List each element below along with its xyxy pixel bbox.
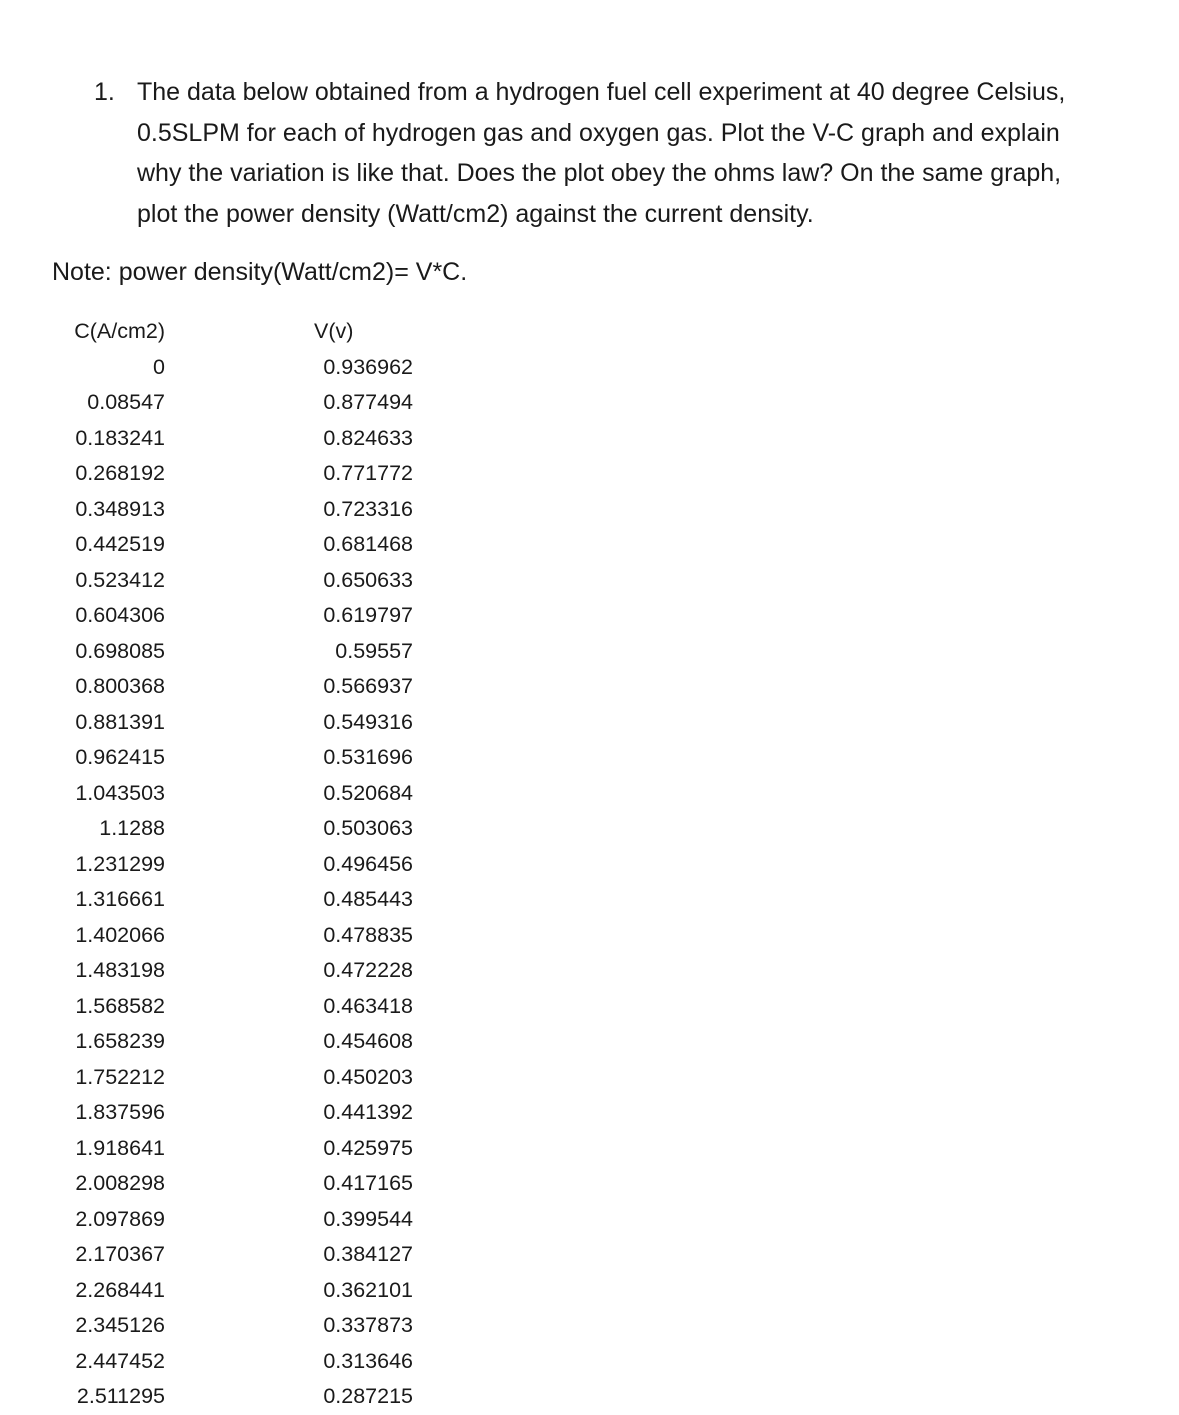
table-row: [40, 527, 440, 563]
current-density-cell: 1.568582: [75, 993, 165, 1018]
current-density-cell: 1.837596: [75, 1100, 165, 1124]
table-row: [40, 1166, 440, 1202]
column-header-voltage: V(v): [314, 319, 354, 343]
current-density-cell: 1.918641: [75, 1135, 165, 1160]
voltage-cell: 0.417165: [323, 1171, 413, 1195]
table-row: [40, 1024, 440, 1060]
question-line: plot the power density (Watt/cm2) against the current density.: [137, 199, 814, 228]
current-density-cell: 2.511295: [76, 1384, 165, 1408]
current-density-cell: 1.402066: [75, 922, 165, 947]
voltage-cell: 0.287215: [323, 1384, 413, 1408]
table-row: [40, 598, 440, 634]
current-density-cell: 0.523412: [75, 567, 165, 592]
table-row: [40, 1060, 440, 1096]
table-row: [40, 882, 440, 918]
voltage-cell: 0.337873: [323, 1313, 413, 1337]
table-row: [40, 669, 440, 705]
voltage-cell: 0.619797: [323, 603, 413, 627]
current-density-cell: 1.316661: [75, 887, 165, 911]
voltage-cell: 0.771772: [323, 461, 413, 485]
current-density-cell: 1.752212: [75, 1064, 165, 1089]
table-row: [40, 811, 440, 847]
voltage-cell: 0.454608: [323, 1029, 413, 1053]
table-header-row: [40, 314, 440, 350]
current-density-cell: 1.658239: [75, 1029, 165, 1053]
current-density-cell: 2.008298: [75, 1171, 165, 1195]
current-density-cell: 0.08547: [87, 390, 165, 414]
table-row: [40, 385, 440, 421]
table-row: [40, 1131, 440, 1167]
current-density-cell: 0.800368: [75, 674, 165, 698]
table-row: [40, 953, 440, 989]
question-line: why the variation is like that. Does the plot obey the ohms law? On the same graph,: [137, 159, 1062, 187]
table-row: [40, 421, 440, 457]
voltage-cell: 0.450203: [323, 1064, 413, 1089]
voltage-cell: 0.463418: [323, 993, 413, 1018]
current-density-cell: 2.097869: [75, 1206, 165, 1231]
voltage-cell: 0.549316: [323, 709, 413, 734]
voltage-cell: 0.313646: [323, 1348, 413, 1373]
table-row: [40, 989, 440, 1025]
table-row: [40, 918, 440, 954]
voltage-cell: 0.936962: [323, 354, 413, 379]
voltage-cell: 0.824633: [323, 425, 413, 450]
voltage-cell: 0.650633: [323, 567, 413, 592]
voltage-cell: 0.425975: [323, 1135, 413, 1160]
table-row: [40, 1308, 440, 1344]
current-density-cell: 2.170367: [75, 1242, 165, 1266]
question-block: [94, 72, 1154, 234]
voltage-cell: 0.531696: [323, 745, 413, 769]
current-density-cell: 1.483198: [75, 958, 165, 982]
voltage-cell: 0.441392: [323, 1100, 413, 1124]
voltage-cell: 0.362101: [323, 1277, 413, 1302]
column-header-current-density: C(A/cm2): [74, 319, 165, 343]
note-text: Note: power density(Watt/cm2)= V*C.: [52, 258, 468, 286]
question-number: 1.: [94, 78, 115, 106]
data-table: [40, 314, 440, 1415]
table-row: [40, 1273, 440, 1309]
voltage-cell: 0.59557: [335, 638, 413, 663]
table-row: [40, 1237, 440, 1273]
current-density-cell: 1.1288: [99, 816, 165, 840]
table-row: [40, 350, 440, 386]
current-density-cell: 1.231299: [75, 851, 165, 876]
question-line: The data below obtained from a hydrogen fuel cell experiment at 40 degree Celsius,: [137, 78, 1066, 106]
voltage-cell: 0.384127: [323, 1242, 413, 1266]
current-density-cell: 2.268441: [75, 1277, 165, 1302]
table-row: [40, 740, 440, 776]
voltage-cell: 0.503063: [323, 816, 413, 840]
current-density-cell: 0.962415: [75, 745, 165, 769]
current-density-cell: 0.183241: [75, 425, 165, 450]
table-row: [40, 492, 440, 528]
current-density-cell: 1.043503: [75, 780, 165, 805]
table-row: [40, 847, 440, 883]
table-row: [40, 1379, 440, 1415]
table-row: [40, 705, 440, 741]
voltage-cell: 0.723316: [323, 496, 413, 521]
question-line: 0.5SLPM for each of hydrogen gas and oxygen gas. Plot the V-C graph and explain: [137, 118, 1060, 147]
current-density-cell: 0.881391: [75, 709, 165, 734]
table-row: [40, 1344, 440, 1380]
table-row: [40, 1202, 440, 1238]
current-density-cell: 0.348913: [75, 496, 165, 521]
table-row: [40, 776, 440, 812]
table-row: [40, 563, 440, 599]
table-row: [40, 1095, 440, 1131]
current-density-cell: 2.447452: [75, 1348, 165, 1373]
voltage-cell: 0.399544: [323, 1206, 413, 1231]
table-row: [40, 456, 440, 492]
current-density-cell: 0: [153, 354, 165, 379]
voltage-cell: 0.877494: [323, 390, 413, 414]
voltage-cell: 0.485443: [323, 887, 413, 911]
table-row: [40, 634, 440, 670]
voltage-cell: 0.478835: [323, 922, 413, 947]
voltage-cell: 0.472228: [323, 958, 413, 982]
voltage-cell: 0.566937: [323, 674, 413, 698]
voltage-cell: 0.681468: [323, 532, 413, 556]
question-text: [137, 72, 1154, 234]
voltage-cell: 0.496456: [323, 851, 413, 876]
current-density-cell: 2.345126: [75, 1313, 165, 1337]
current-density-cell: 0.442519: [75, 532, 165, 556]
current-density-cell: 0.604306: [75, 603, 165, 627]
current-density-cell: 0.698085: [75, 638, 165, 663]
voltage-cell: 0.520684: [323, 780, 413, 805]
current-density-cell: 0.268192: [75, 461, 165, 485]
